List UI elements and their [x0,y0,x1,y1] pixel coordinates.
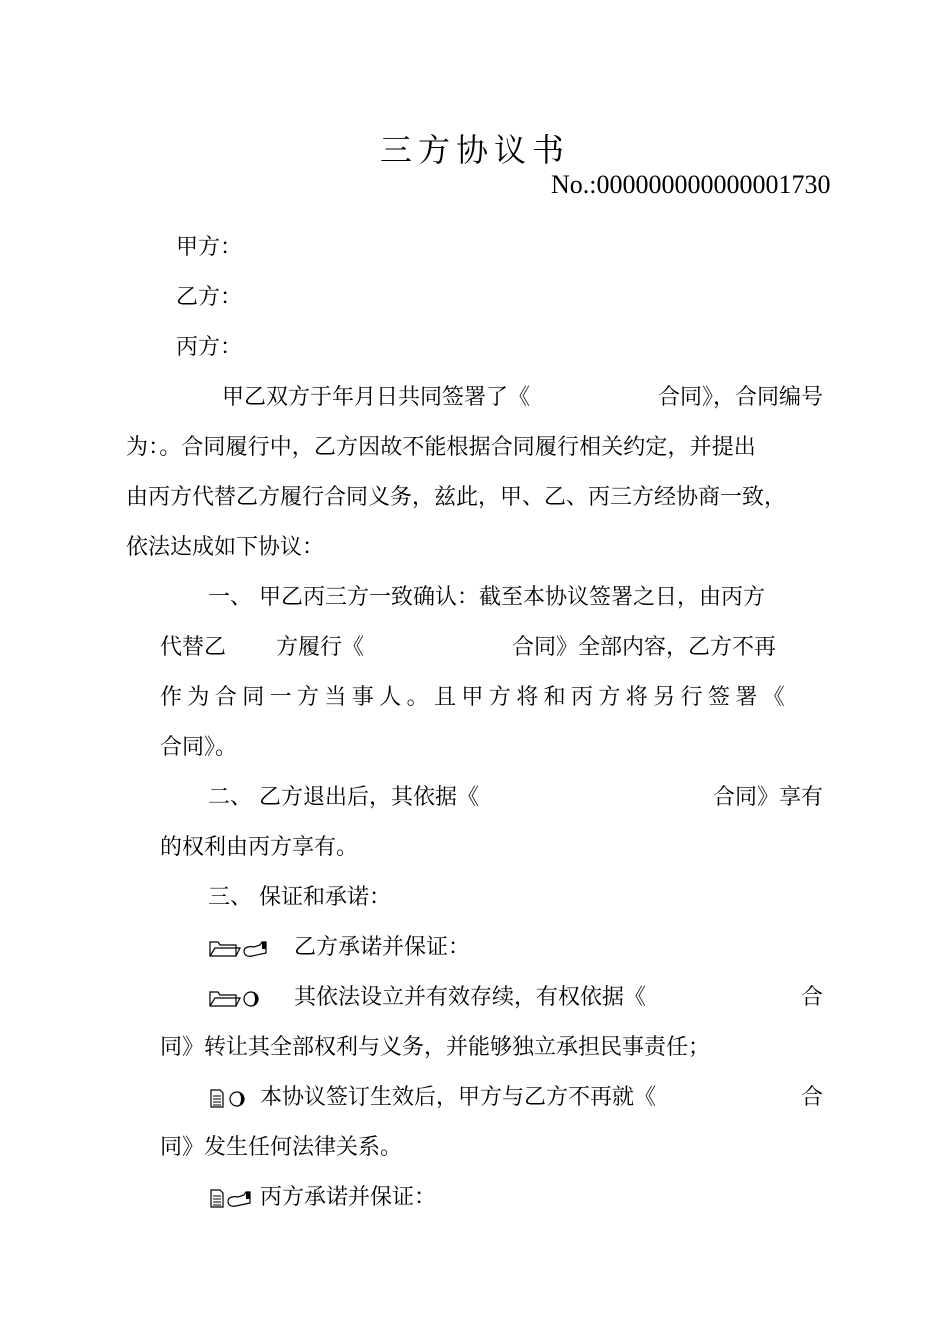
document-hand-symbol-icon [208,1187,260,1209]
clause-3-heading: 三、 保证和承诺： [208,885,391,910]
clause-text: 合同》全部内容，乙方不再 [512,635,777,660]
clause-1-line-2 [160,633,823,663]
intro-text: 合同》，合同编号 [657,385,823,410]
party-c-label: 丙方： [176,335,243,360]
clause-text: 二、 乙方退出后，其依据《 [208,785,479,810]
party-b-label: 乙方： [176,285,243,310]
intro-text: 甲乙双方于年月日共同签署了《 [222,385,531,410]
clause-text: 丙方承诺并保证： [260,1185,437,1210]
intro-line-3: 由丙方代替乙方履行合同义务，兹此，甲、乙、丙三方经协商一致， [126,485,787,510]
clause-2-line-1 [208,783,823,813]
intro-line-2: 为：。合同履行中，乙方因故不能根据合同履行相关约定，并提出 [126,435,756,460]
clause-3-item-1-1-line-2: 同》转让其全部权利与义务，并能够独立承担民事责任； [160,1035,711,1060]
document-number: No.:000000000000001730 [551,170,831,199]
clause-3-item-2 [208,1183,436,1213]
clause-text: 合 [800,1085,823,1110]
document-moon-symbol-icon [208,1087,248,1109]
intro-line-4: 依法达成如下协议： [126,535,325,560]
clause-text: 本协议签订生效后，甲方与乙方不再就《 [260,1085,657,1110]
clause-3-item-1 [208,933,470,963]
party-a-label: 甲方： [176,235,243,260]
clause-2-line-2: 的权利由丙方享有。 [160,835,359,860]
intro-line-1 [222,383,823,413]
clause-1-line-3: 作为合同一方当事人。且甲方将和丙方将另行签署《 [160,685,791,710]
clause-text: 方履行《 [276,635,365,660]
clause-3-item-1-2-line-2: 同》发生任何法律关系。 [160,1135,403,1160]
clause-text: 乙方承诺并保证： [294,935,471,960]
clause-text: 其依法设立并有效存续，有权依据《 [294,985,647,1010]
folder-moon-symbol-icon [208,987,262,1009]
clause-1-line-4: 合同》。 [160,735,238,760]
clause-text: 合同》享有 [712,785,823,810]
folder-hand-symbol-icon [208,937,270,959]
clause-3-item-1-1 [208,983,823,1013]
document-title: 三方协议书 [379,131,570,169]
clause-text: 代替乙 [160,635,227,660]
clause-1-line-1: 一、 甲乙丙三方一致确认：截至本协议签署之日，由丙方 [208,585,765,610]
clause-3-item-1-2 [208,1083,823,1113]
clause-text: 合 [800,985,823,1010]
